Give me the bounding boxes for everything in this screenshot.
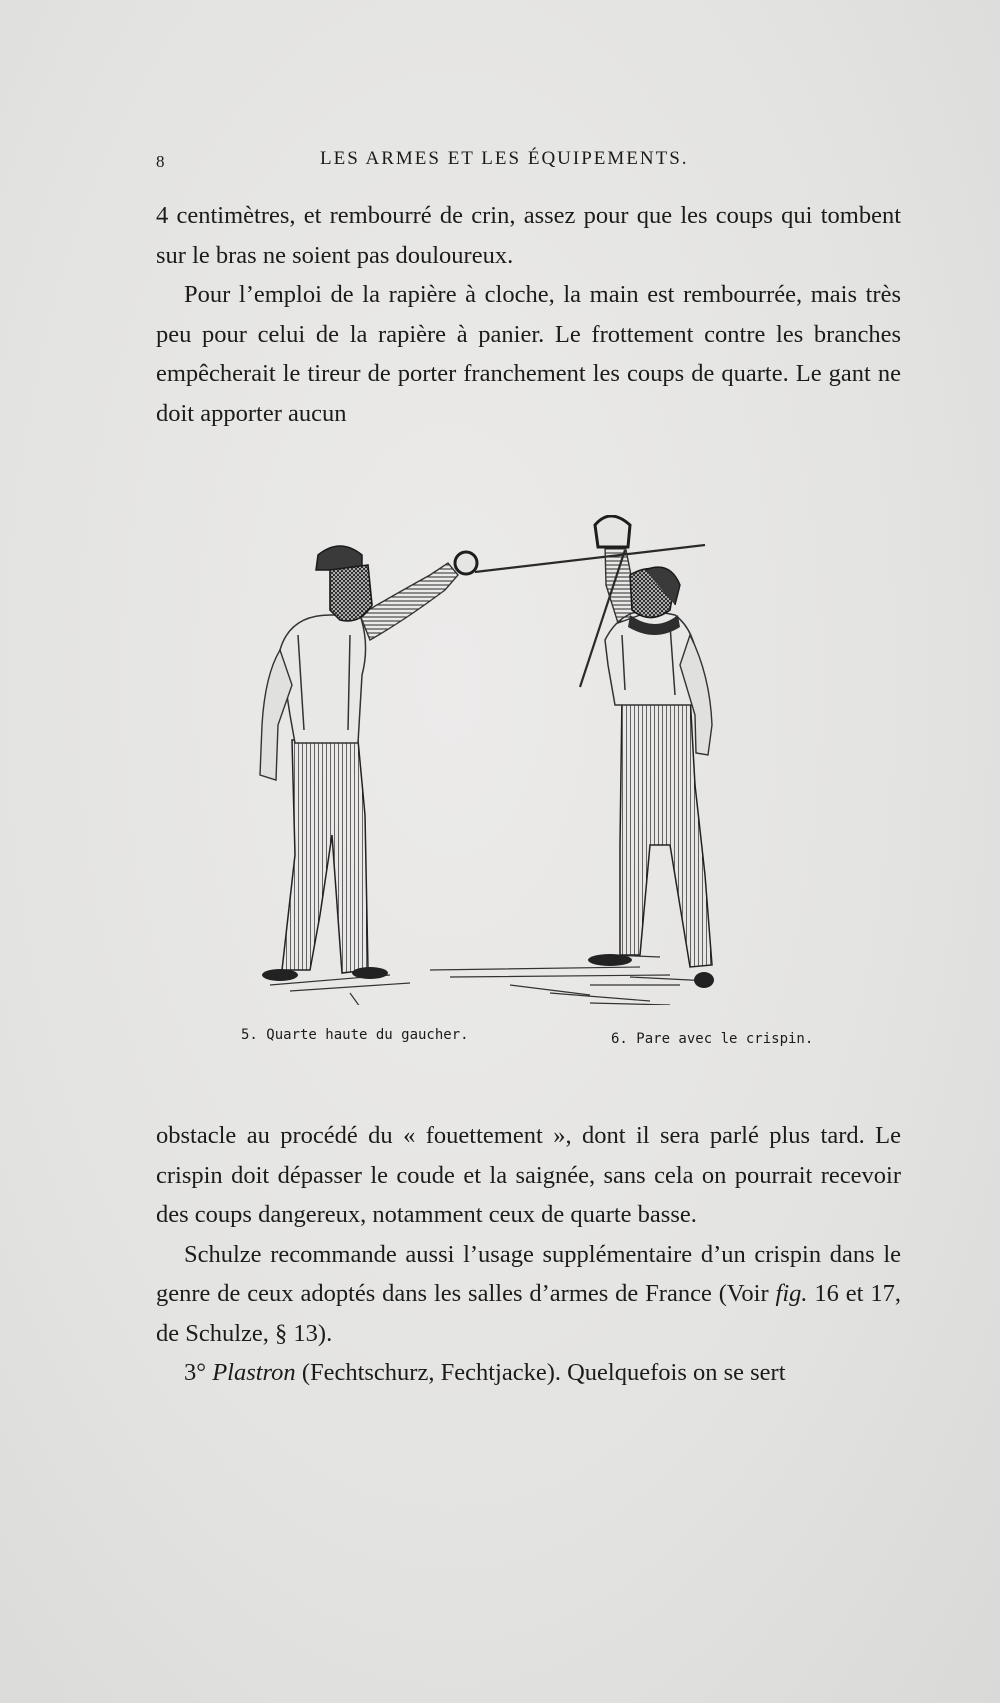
section-number: 3° bbox=[184, 1359, 213, 1386]
running-title: LES ARMES ET LES ÉQUIPEMENTS. bbox=[320, 148, 689, 169]
paragraph-continuation: 4 centimètres, et rembourré de crin, assez pour que les coups qui tombent sur le bras ne soient pas douloureux. bbox=[156, 202, 901, 269]
paragraph-plastron bbox=[156, 1353, 901, 1393]
text-block-top bbox=[156, 196, 901, 433]
fencing-illustration bbox=[250, 515, 790, 1005]
page-number: 8 bbox=[156, 152, 165, 171]
ground-lines bbox=[270, 955, 710, 1005]
figure-caption-6: 6. Pare avec le crispin. bbox=[611, 1031, 814, 1047]
figure-caption-5: 5. Quarte haute du gaucher. bbox=[241, 1027, 469, 1043]
text-block-bottom bbox=[156, 1116, 901, 1393]
schulze-text-b: 16 et 17, de Schulze, § 13). bbox=[156, 1280, 901, 1347]
fig-abbrev: fig. bbox=[775, 1280, 808, 1307]
running-head bbox=[156, 148, 901, 178]
plastron-text: (Fechtschurz, Fechtjacke). Quelquefois on se sert bbox=[295, 1359, 786, 1386]
paragraph-fouettement: obstacle au procédé du « fouettement », dont il sera parlé plus tard. Le crispin doit dépasser le coude et la saignée, sans cela on pourrait recevoir des coups dangereux, notamment ceux de quarte basse. bbox=[156, 1122, 901, 1228]
plastron-term: Plastron bbox=[212, 1359, 296, 1386]
paragraph-rapiere: Pour l’emploi de la rapière à cloche, la main est rembourrée, mais très peu pour celui de la rapière à panier. Le frottement contre les branches empêcherait le tireur de porter franchement les coups de quarte. Le gant ne doit apporter aucun bbox=[156, 281, 901, 427]
right-fencer bbox=[588, 516, 714, 988]
paragraph-schulze bbox=[156, 1235, 901, 1354]
left-fencer bbox=[260, 546, 477, 981]
schulze-text-a: Schulze recommande aussi l’usage supplémentaire d’un crispin dans le genre de ceux adoptés dans les salles d’armes de France (Voir bbox=[156, 1240, 901, 1307]
